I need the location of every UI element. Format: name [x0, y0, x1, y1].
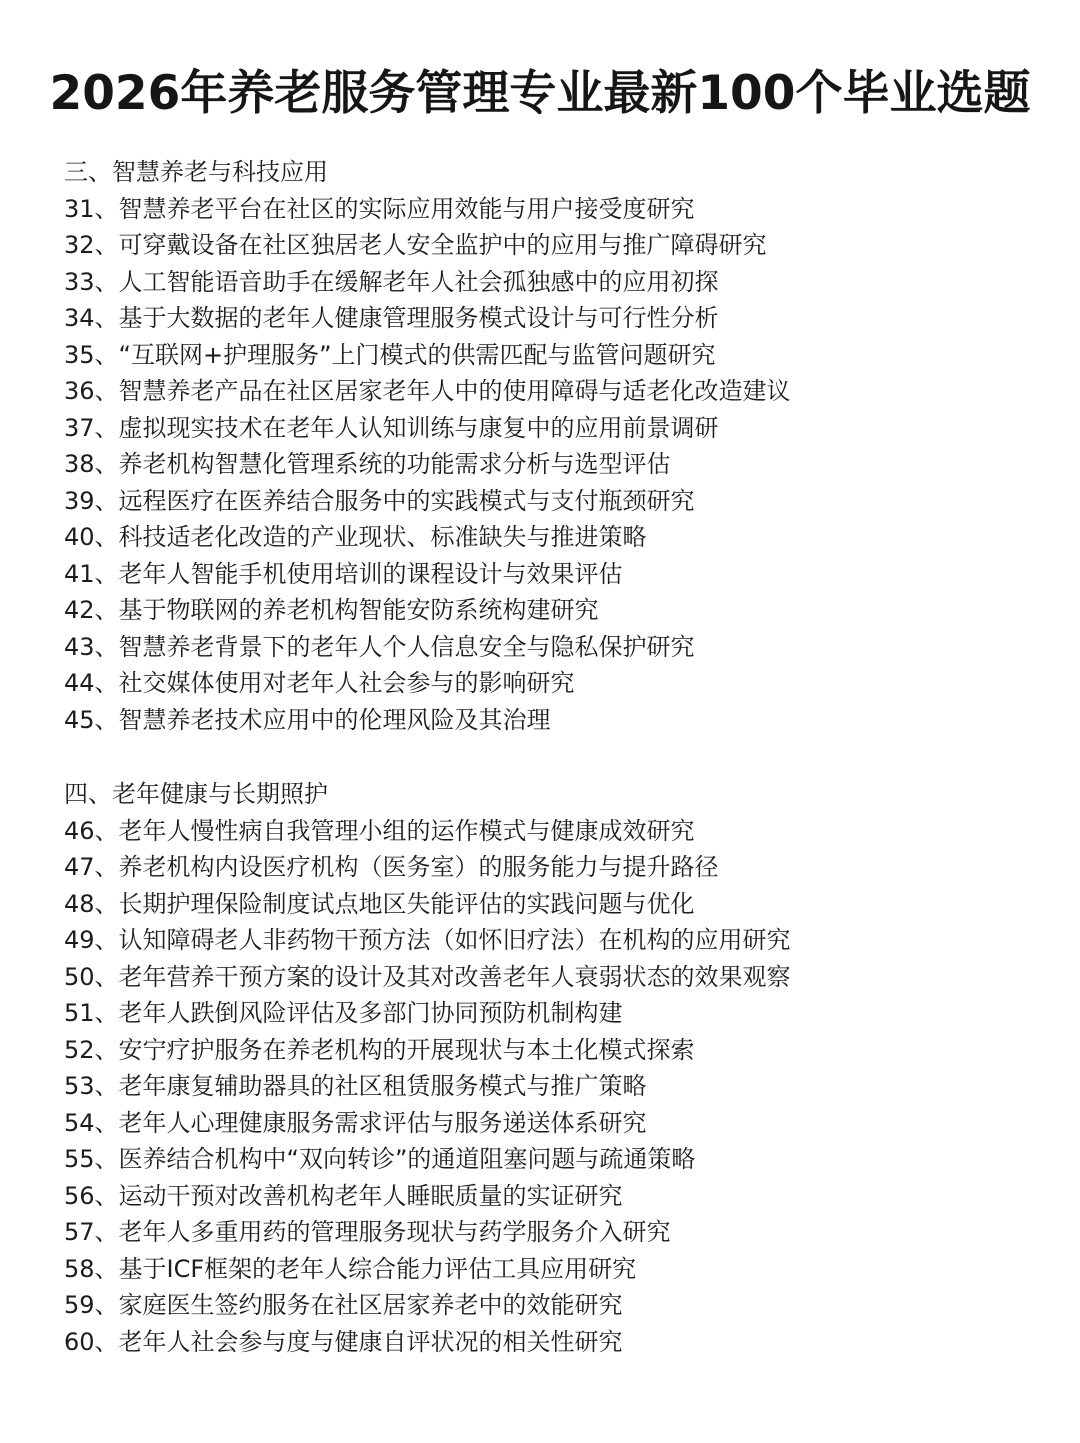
topic-item: 53、老年康复辅助器具的社区租赁服务模式与推广策略 [64, 1072, 647, 1100]
topic-item: 43、智慧养老背景下的老年人个人信息安全与隐私保护研究 [64, 632, 695, 661]
topic-item: 50、老年营养干预方案的设计及其对改善老年人衰弱状态的效果观察 [64, 962, 791, 991]
topic-item: 42、基于物联网的养老机构智能安防系统构建研究 [64, 596, 599, 624]
topic-item: 41、老年人智能手机使用培训的课程设计与效果评估 [64, 559, 623, 588]
topic-list [64, 813, 1054, 1361]
topic-item: 45、智慧养老技术应用中的伦理风险及其治理 [64, 705, 551, 734]
topic-item: 36、智慧养老产品在社区居家老年人中的使用障碍与适老化改造建议 [64, 377, 791, 405]
section-heading: 四、老年健康与长期照护 [64, 780, 328, 808]
topic-item: 40、科技适老化改造的产业现状、标准缺失与推进策略 [64, 523, 647, 551]
topic-list [64, 191, 1054, 739]
page-title: 2026年养老服务管理专业最新100个毕业选题 [49, 66, 1031, 121]
section-smart-elderly-care [64, 154, 1054, 738]
topic-item: 33、人工智能语音助手在缓解老年人社会孤独感中的应用初探 [64, 267, 719, 296]
topic-item: 37、虚拟现实技术在老年人认知训练与康复中的应用前景调研 [64, 413, 719, 442]
topic-item: 31、智慧养老平台在社区的实际应用效能与用户接受度研究 [64, 194, 695, 223]
topic-item: 56、运动干预对改善机构老年人睡眠质量的实证研究 [64, 1181, 623, 1210]
topic-item: 52、安宁疗护服务在养老机构的开展现状与本土化模式探索 [64, 1035, 695, 1064]
topic-item: 35、“互联网+护理服务”上门模式的供需匹配与监管问题研究 [64, 340, 716, 369]
topic-item: 55、医养结合机构中“双向转诊”的通道阻塞问题与疏通策略 [64, 1145, 696, 1173]
topic-item: 32、可穿戴设备在社区独居老人安全监护中的应用与推广障碍研究 [64, 231, 767, 259]
topic-item: 34、基于大数据的老年人健康管理服务模式设计与可行性分析 [64, 304, 719, 332]
topic-item: 44、社交媒体使用对老年人社会参与的影响研究 [64, 669, 575, 697]
topic-item: 59、家庭医生签约服务在社区居家养老中的效能研究 [64, 1291, 623, 1319]
topic-item: 49、认知障碍老人非药物干预方法（如怀旧疗法）在机构的应用研究 [64, 926, 791, 954]
section-elderly-health-long-term-care [64, 776, 1054, 1360]
topic-item: 47、养老机构内设医疗机构（医务室）的服务能力与提升路径 [64, 853, 719, 881]
topic-item: 38、养老机构智慧化管理系统的功能需求分析与选型评估 [64, 450, 671, 478]
topic-item: 60、老年人社会参与度与健康自评状况的相关性研究 [64, 1327, 623, 1356]
topic-item: 46、老年人慢性病自我管理小组的运作模式与健康成效研究 [64, 816, 695, 845]
topic-item: 57、老年人多重用药的管理服务现状与药学服务介入研究 [64, 1218, 671, 1246]
topic-item: 39、远程医疗在医养结合服务中的实践模式与支付瓶颈研究 [64, 486, 695, 515]
topic-item: 58、基于ICF框架的老年人综合能力评估工具应用研究 [64, 1254, 637, 1283]
section-heading: 三、智慧养老与科技应用 [64, 158, 328, 186]
topic-item: 54、老年人心理健康服务需求评估与服务递送体系研究 [64, 1108, 647, 1137]
topic-item: 51、老年人跌倒风险评估及多部门协同预防机制构建 [64, 999, 623, 1027]
topic-item: 48、长期护理保险制度试点地区失能评估的实践问题与优化 [64, 889, 695, 918]
